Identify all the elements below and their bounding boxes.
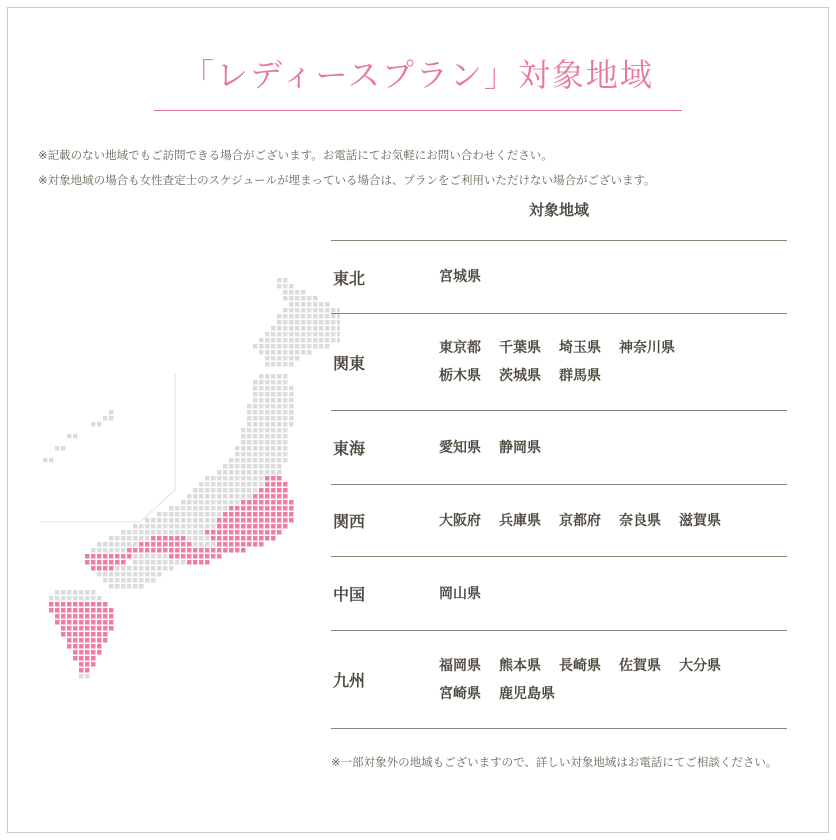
region-name: 関東	[333, 353, 366, 373]
prefecture: 長崎県	[559, 657, 601, 674]
prefecture: 鹿児島県	[499, 685, 555, 702]
prefecture: 静岡県	[499, 439, 541, 456]
prefecture-list	[439, 652, 787, 708]
prefecture-list	[439, 263, 787, 291]
prefecture: 滋賀県	[679, 512, 721, 529]
prefecture: 熊本県	[499, 657, 541, 674]
prefecture: 福岡県	[439, 657, 481, 674]
prefecture: 神奈川県	[619, 340, 675, 356]
prefecture: 兵庫県	[499, 512, 541, 529]
area-table	[331, 200, 787, 729]
prefecture: 群馬県	[559, 368, 601, 384]
footnote: ※一部対象外の地域もございますので、詳しい対象地域はお電話にてご相談ください。	[331, 755, 778, 769]
prefecture: 大分県	[679, 657, 721, 674]
prefecture: 宮城県	[439, 269, 481, 285]
note-1: ※記載のない地域でもご訪問できる場合がございます。お電話にてお気軽にお問い合わせください。	[38, 148, 553, 162]
region-row	[331, 314, 787, 411]
japan-map	[40, 270, 340, 740]
page-title: 「レディースプラン」対象地域	[182, 56, 654, 94]
prefecture: 東京都	[439, 340, 481, 356]
region-row	[331, 485, 787, 557]
prefecture-list	[439, 580, 787, 608]
note-2: ※対象地域の場合も女性査定士のスケジュールが埋まっている場合は、プランをご利用いただけない場合がございます。	[38, 173, 656, 187]
prefecture: 京都府	[559, 512, 601, 529]
region-row	[331, 411, 787, 485]
prefecture-list	[439, 334, 787, 390]
prefecture: 岡山県	[439, 585, 481, 602]
region-row	[331, 557, 787, 631]
prefecture: 宮崎県	[439, 685, 481, 702]
prefecture: 栃木県	[439, 368, 481, 384]
prefecture: 千葉県	[499, 340, 541, 356]
prefecture: 佐賀県	[619, 657, 661, 674]
region-name: 東海	[333, 439, 366, 458]
region-row	[331, 241, 787, 314]
region-name: 中国	[333, 585, 366, 604]
region-name: 関西	[333, 512, 366, 531]
region-row	[331, 631, 787, 729]
area-table-header: 対象地域	[528, 201, 589, 219]
prefecture: 愛知県	[439, 439, 481, 456]
region-name: 東北	[333, 268, 366, 288]
prefecture: 奈良県	[619, 512, 661, 529]
prefecture: 埼玉県	[559, 340, 601, 356]
prefecture-list	[439, 507, 787, 535]
title-underline	[154, 110, 682, 111]
region-name: 九州	[333, 671, 366, 690]
prefecture-list	[439, 434, 787, 462]
prefecture: 大阪府	[439, 512, 481, 529]
prefecture: 茨城県	[499, 368, 541, 384]
